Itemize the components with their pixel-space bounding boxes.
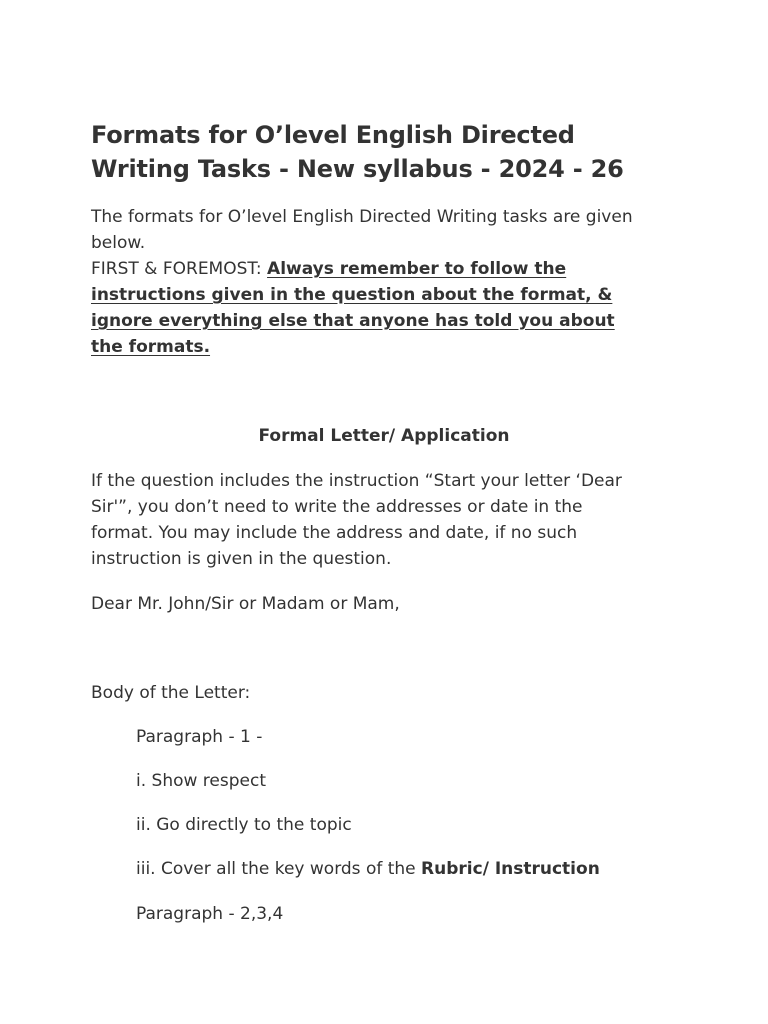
intro-paragraph — [91, 204, 691, 360]
emphasis-text-3: ignore everything else that anyone has told you about — [91, 311, 615, 331]
first-foremost-line — [91, 256, 691, 282]
instruction-line-1: If the question includes the instruction “Start your letter ‘Dear — [91, 471, 622, 491]
section-heading: Formal Letter/ Application — [258, 426, 510, 446]
emphasis-text-4: the formats. — [91, 337, 211, 357]
intro-line-1: The formats for O’level English Directed Writing tasks are given — [91, 207, 633, 227]
document-title — [91, 118, 691, 186]
title-line-2: Writing Tasks - New syllabus - 2024 - 26 — [91, 155, 624, 183]
intro-line-2: below. — [91, 233, 146, 253]
emphasis-text-2: instructions given in the question about the format, & — [91, 285, 613, 305]
instruction-line-2: Sir'”, you don’t need to write the addresses or date in the — [91, 497, 583, 517]
instruction-paragraph — [91, 468, 691, 572]
point-1: i. Show respect — [136, 771, 266, 791]
paragraph-2-label: Paragraph - 2,3,4 — [136, 904, 284, 924]
first-foremost-label: FIRST & FOREMOST: — [91, 259, 268, 279]
point-3 — [136, 856, 600, 882]
emphasis-text-1: Always remember to follow the — [267, 259, 567, 279]
point-2: ii. Go directly to the topic — [136, 815, 352, 835]
instruction-line-3: format. You may include the address and date, if no such — [91, 523, 578, 543]
point-3-bold: Rubric/ Instruction — [421, 859, 600, 879]
title-line-1: Formats for O’level English Directed — [91, 121, 575, 149]
instruction-line-4: instruction is given in the question. — [91, 549, 392, 569]
paragraph-1-label: Paragraph - 1 - — [136, 727, 263, 747]
point-3-text: iii. Cover all the key words of the — [136, 859, 422, 879]
body-label: Body of the Letter: — [91, 683, 251, 703]
salutation-text: Dear Mr. John/Sir or Madam or Mam, — [91, 594, 400, 614]
